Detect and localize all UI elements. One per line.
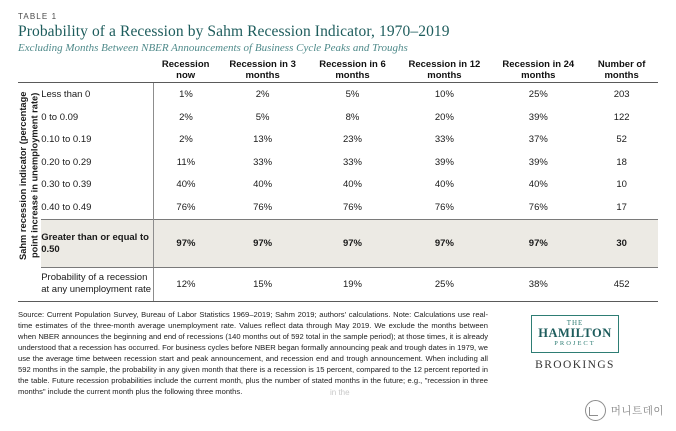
cell-value: 76% xyxy=(434,201,454,213)
cell-value: 39% xyxy=(528,156,548,168)
row-axis-spacer xyxy=(18,268,41,302)
cell-value: 15% xyxy=(218,268,308,302)
cell-count: 203 xyxy=(613,88,630,100)
cell-value: 1% xyxy=(179,88,193,100)
table-row xyxy=(18,173,658,195)
cell-value: 2% xyxy=(179,134,193,146)
cell-count: 10 xyxy=(616,178,627,190)
table-row xyxy=(18,151,658,173)
table-row xyxy=(18,106,658,128)
watermark-text: 머니트데이 xyxy=(610,405,664,417)
column-header: Recession in 24 months xyxy=(491,60,585,82)
cell-value: 97% xyxy=(397,219,491,268)
row-label: Probability of a recession at any unemployment rate xyxy=(41,268,154,302)
page-subtitle: Excluding Months Between NBER Announcements of Business Cycle Peaks and Troughs xyxy=(18,42,408,54)
cell-value: 76% xyxy=(253,201,273,213)
brand-the: THE xyxy=(566,319,584,328)
cell-value: 40% xyxy=(342,178,362,190)
column-header: Recession in 3 months xyxy=(218,60,308,82)
hamilton-project-logo xyxy=(531,315,618,353)
cell-value: 19% xyxy=(308,268,398,302)
table-row-total xyxy=(18,268,658,302)
watermark xyxy=(585,400,664,421)
table-row xyxy=(18,128,658,150)
cell-value: 97% xyxy=(491,219,585,268)
row-axis-label-text: Sahm recession indicator (percentage point increase in unemployment rate) xyxy=(18,91,40,260)
cell-value: 39% xyxy=(434,156,454,168)
table-header-row xyxy=(18,60,658,82)
cell-value: 76% xyxy=(528,201,548,213)
cell-value: 23% xyxy=(342,134,362,146)
header-axis-spacer xyxy=(18,60,41,82)
cell-value: 25% xyxy=(528,88,548,100)
cell-value: 5% xyxy=(345,88,360,100)
cell-value: 97% xyxy=(308,219,398,268)
cell-value: 40% xyxy=(528,178,548,190)
cell-value: 11% xyxy=(176,156,196,168)
table-row xyxy=(18,196,658,219)
brand-project: PROJECT xyxy=(554,339,596,347)
cell-value: 33% xyxy=(342,156,362,168)
table-label: TABLE 1 xyxy=(18,12,58,21)
cell-value: 97% xyxy=(218,219,308,268)
cell-value: 97% xyxy=(154,219,218,268)
cell-value: 20% xyxy=(434,111,454,123)
cell-count: 30 xyxy=(585,219,658,268)
brookings-wordmark: BROOKINGS xyxy=(535,359,615,372)
cell-value: 37% xyxy=(528,134,548,146)
cell-value: 25% xyxy=(397,268,491,302)
row-label: Greater than or equal to 0.50 xyxy=(41,219,154,268)
cell-value: 5% xyxy=(255,111,270,123)
brand-hamilton: HAMILTON xyxy=(538,326,612,341)
cell-value: 12% xyxy=(154,268,218,302)
row-label: 0.10 to 0.19 xyxy=(41,128,154,150)
row-label: Less than 0 xyxy=(41,82,154,105)
cell-count: 18 xyxy=(616,156,627,168)
ghost-text: in the xyxy=(330,388,350,397)
row-label: 0.30 to 0.39 xyxy=(41,173,154,195)
cell-count: 452 xyxy=(585,268,658,302)
source-notes: Source: Current Population Survey, Bureau of Labor Statistics 1969–2019; Sahm 2019; authors' calculations. Note: Calculations use real-time estimates of the three-month average unemployment rate. Values reflect data through May 2019. We exclude the months between when NBER announces the beginning and end of recessions (140 months out of 592 total in the sample period); at those times, it is already understood that a recession has occurred. For business cycles before NBER began formally announcing peak and trough dates in 1979, we use the average time between recession start and peak announcement, and recession end and trough announcement. When including all 592 months in the sample, the probability in any given month that there is a recession is 15 percent, compared to the 12 percent reported in the table. Future recession probabilities include the current month, plus the number of stated months in the future; e.g., "recession in three months" include the current month plus the following three months. xyxy=(18,310,488,397)
cell-value: 39% xyxy=(528,111,548,123)
cell-value: 2% xyxy=(179,111,193,123)
cell-value: 76% xyxy=(342,201,362,213)
column-header: Number of months xyxy=(585,60,658,82)
row-label: 0.20 to 0.29 xyxy=(41,151,154,173)
cell-count: 52 xyxy=(616,134,627,146)
column-header: Recession now xyxy=(154,60,218,82)
row-label: 0 to 0.09 xyxy=(41,106,154,128)
row-axis-label xyxy=(18,82,41,268)
branding xyxy=(500,315,650,371)
cell-value: 40% xyxy=(434,178,454,190)
cell-value: 38% xyxy=(491,268,585,302)
column-header: Recession in 12 months xyxy=(397,60,491,82)
money-today-logo-icon xyxy=(585,400,606,421)
cell-value: 33% xyxy=(253,156,273,168)
cell-value: 13% xyxy=(253,134,273,146)
cell-value: 40% xyxy=(176,178,196,190)
cell-value: 76% xyxy=(176,201,196,213)
notes-section xyxy=(18,309,658,397)
row-label: 0.40 to 0.49 xyxy=(41,196,154,219)
table-row xyxy=(18,82,658,105)
table-row-highlighted xyxy=(18,219,658,268)
cell-value: 33% xyxy=(434,134,454,146)
cell-value: 10% xyxy=(434,88,454,100)
cell-count: 122 xyxy=(613,111,630,123)
recession-probability-table xyxy=(18,60,658,302)
cell-value: 40% xyxy=(253,178,273,190)
cell-value: 8% xyxy=(345,111,360,123)
cell-value: 2% xyxy=(255,88,270,100)
page-title: Probability of a Recession by Sahm Recession Indicator, 1970–2019 xyxy=(18,23,450,40)
cell-count: 17 xyxy=(616,201,627,213)
column-header: Recession in 6 months xyxy=(308,60,398,82)
header-rowlabel-spacer xyxy=(41,60,154,82)
